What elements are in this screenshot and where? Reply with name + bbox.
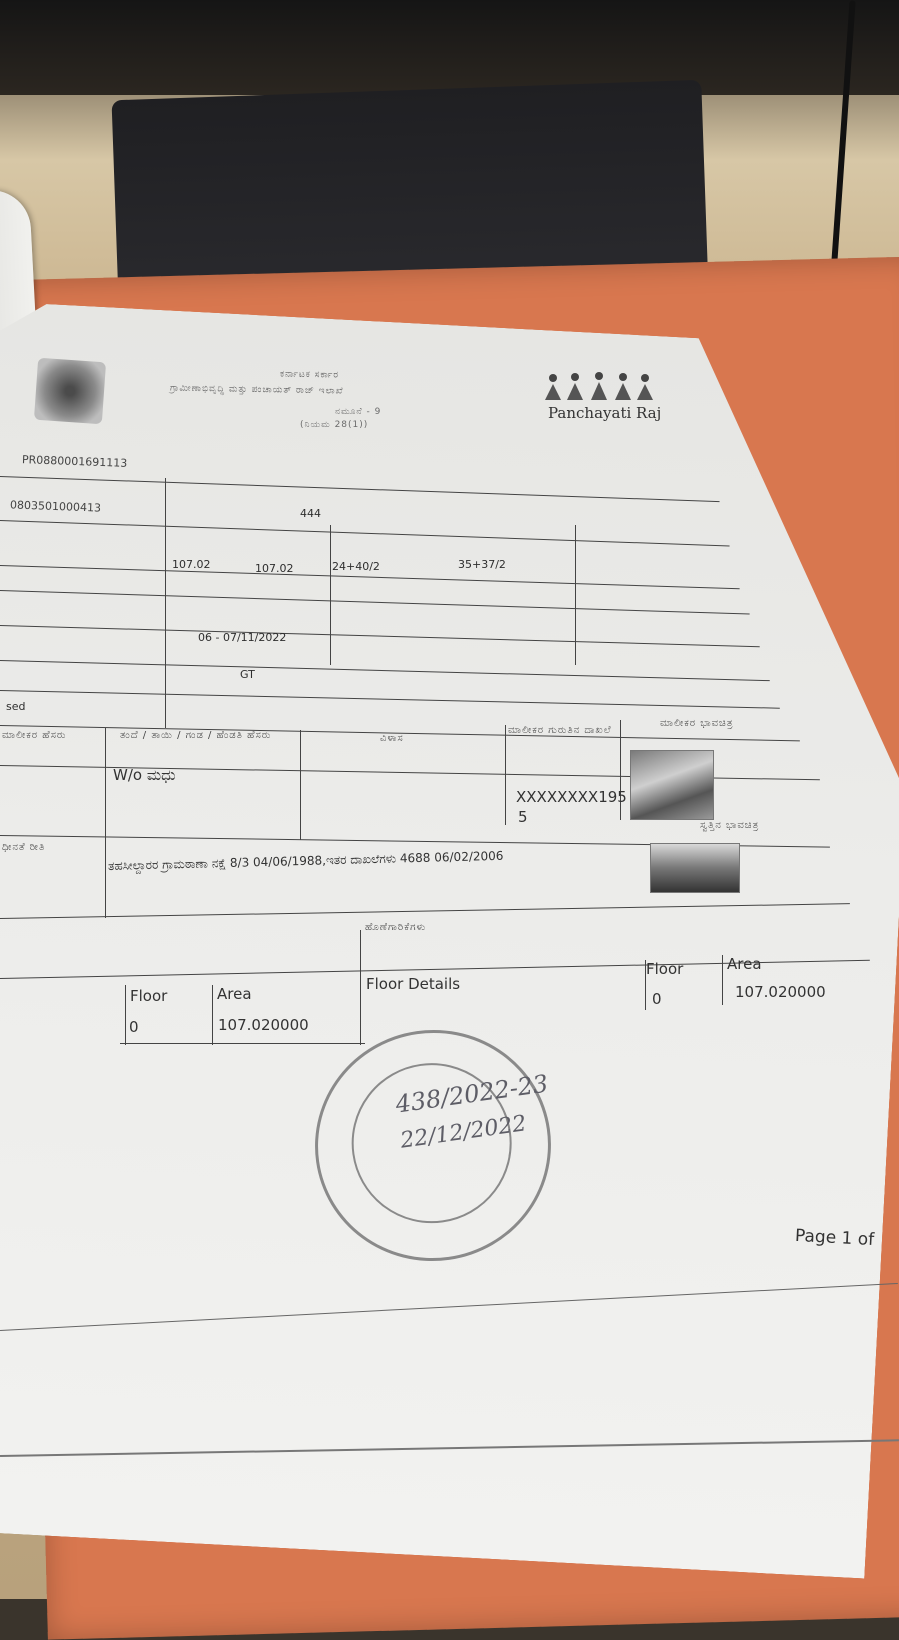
col-id: ಮಾಲೀಕರ ಗುರುತಿನ ದಾಖಲೆ <box>508 725 612 736</box>
cell-444: 444 <box>300 507 321 520</box>
floor-header-right: Floor <box>646 960 684 978</box>
property-photo <box>650 843 740 893</box>
cell-dim-4: 35+37/2 <box>458 558 506 571</box>
header-line-1: ಕರ್ನಾಟಕ ಸರ್ಕಾರ <box>279 369 340 381</box>
floor-header: Floor <box>130 987 168 1005</box>
col-photo: ಮಾಲೀಕರ ಭಾವಚಿತ್ರ <box>660 718 734 729</box>
table-rule <box>722 955 723 1005</box>
table-rule <box>505 725 506 825</box>
col-address: ವಿಳಾಸ <box>380 733 404 744</box>
area-value: 107.020000 <box>218 1016 309 1034</box>
table-rule <box>575 525 576 665</box>
karnataka-emblem <box>34 358 106 425</box>
table-rule <box>120 1043 365 1044</box>
cell-gt: GT <box>240 668 255 681</box>
header-line-2: ಗ್ರಾಮೀಣಾಭಿವೃದ್ಧಿ ಮತ್ತು ಪಂಚಾಯತ್ ರಾಜ್ ಇಲಾಖೆ <box>169 383 344 397</box>
monitor-background <box>0 0 899 95</box>
cell-dim-1: 107.02 <box>172 558 211 571</box>
table-rule <box>300 730 301 840</box>
floor-details-header: Floor Details <box>366 975 461 993</box>
stamp-date: 22/12/2022 <box>398 1111 528 1154</box>
cell-dim-2: 107.02 <box>255 562 294 575</box>
floor-value-right: 0 <box>652 990 662 1008</box>
area-header: Area <box>217 985 252 1003</box>
col-relation: ತಂದೆ / ತಾಯಿ / ಗಂಡ / ಹೆಂಡತಿ ಹೆಸರು <box>120 730 272 741</box>
table-rule <box>125 985 126 1045</box>
table-rule <box>105 728 106 918</box>
cell-sed: sed <box>6 700 26 713</box>
aadhaar-masked: XXXXXXXX195 <box>516 788 627 806</box>
stamp-number: 438/2022-23 <box>393 1069 550 1119</box>
floor-value: 0 <box>129 1018 139 1036</box>
cell-dim-3: 24+40/2 <box>332 560 380 573</box>
owner-photo <box>630 750 714 820</box>
col-owner: ಮಾಲೀಕರ ಹೆಸರು <box>2 730 67 741</box>
table-rule <box>165 478 166 728</box>
table-rule <box>212 985 213 1045</box>
form-rule: (ನಿಯಮ 28(1)) <box>300 420 369 430</box>
table-rule <box>330 525 331 665</box>
registration-details: ತಹಸೀಲ್ದಾರರ ಗ್ರಾಮಠಾಣಾ ನಕ್ಷೆ 8/3 04/06/1988,ಇತರ ದಾಖಲೆಗಳು 4688 06/02/2006 <box>107 848 504 874</box>
id-number: 0803501000413 <box>9 498 102 515</box>
brand-name: Panchayati Raj <box>548 404 662 422</box>
cell-date: 06 - 07/11/2022 <box>198 631 287 644</box>
method-label: ಧೀನತೆ ರೀತಿ <box>2 842 46 853</box>
owner-relation: W/o ಮಧು <box>113 766 176 784</box>
property-id: PR0880001691113 <box>21 453 128 470</box>
col-prop-photo: ಸ್ವತ್ತಿನ ಭಾವಚಿತ್ರ <box>700 820 760 831</box>
aadhaar-last: 5 <box>518 808 528 826</box>
page-number: Page 1 of <box>794 1225 875 1251</box>
form-name: ನಮೂನೆ - 9 <box>335 407 382 417</box>
table-rule <box>360 930 361 1045</box>
liabilities-label: ಹೊಣೆಗಾರಿಕೆಗಳು <box>365 922 427 933</box>
panchayati-raj-logo-icon <box>543 372 655 402</box>
area-header-right: Area <box>727 955 762 973</box>
area-value-right: 107.020000 <box>735 983 826 1001</box>
